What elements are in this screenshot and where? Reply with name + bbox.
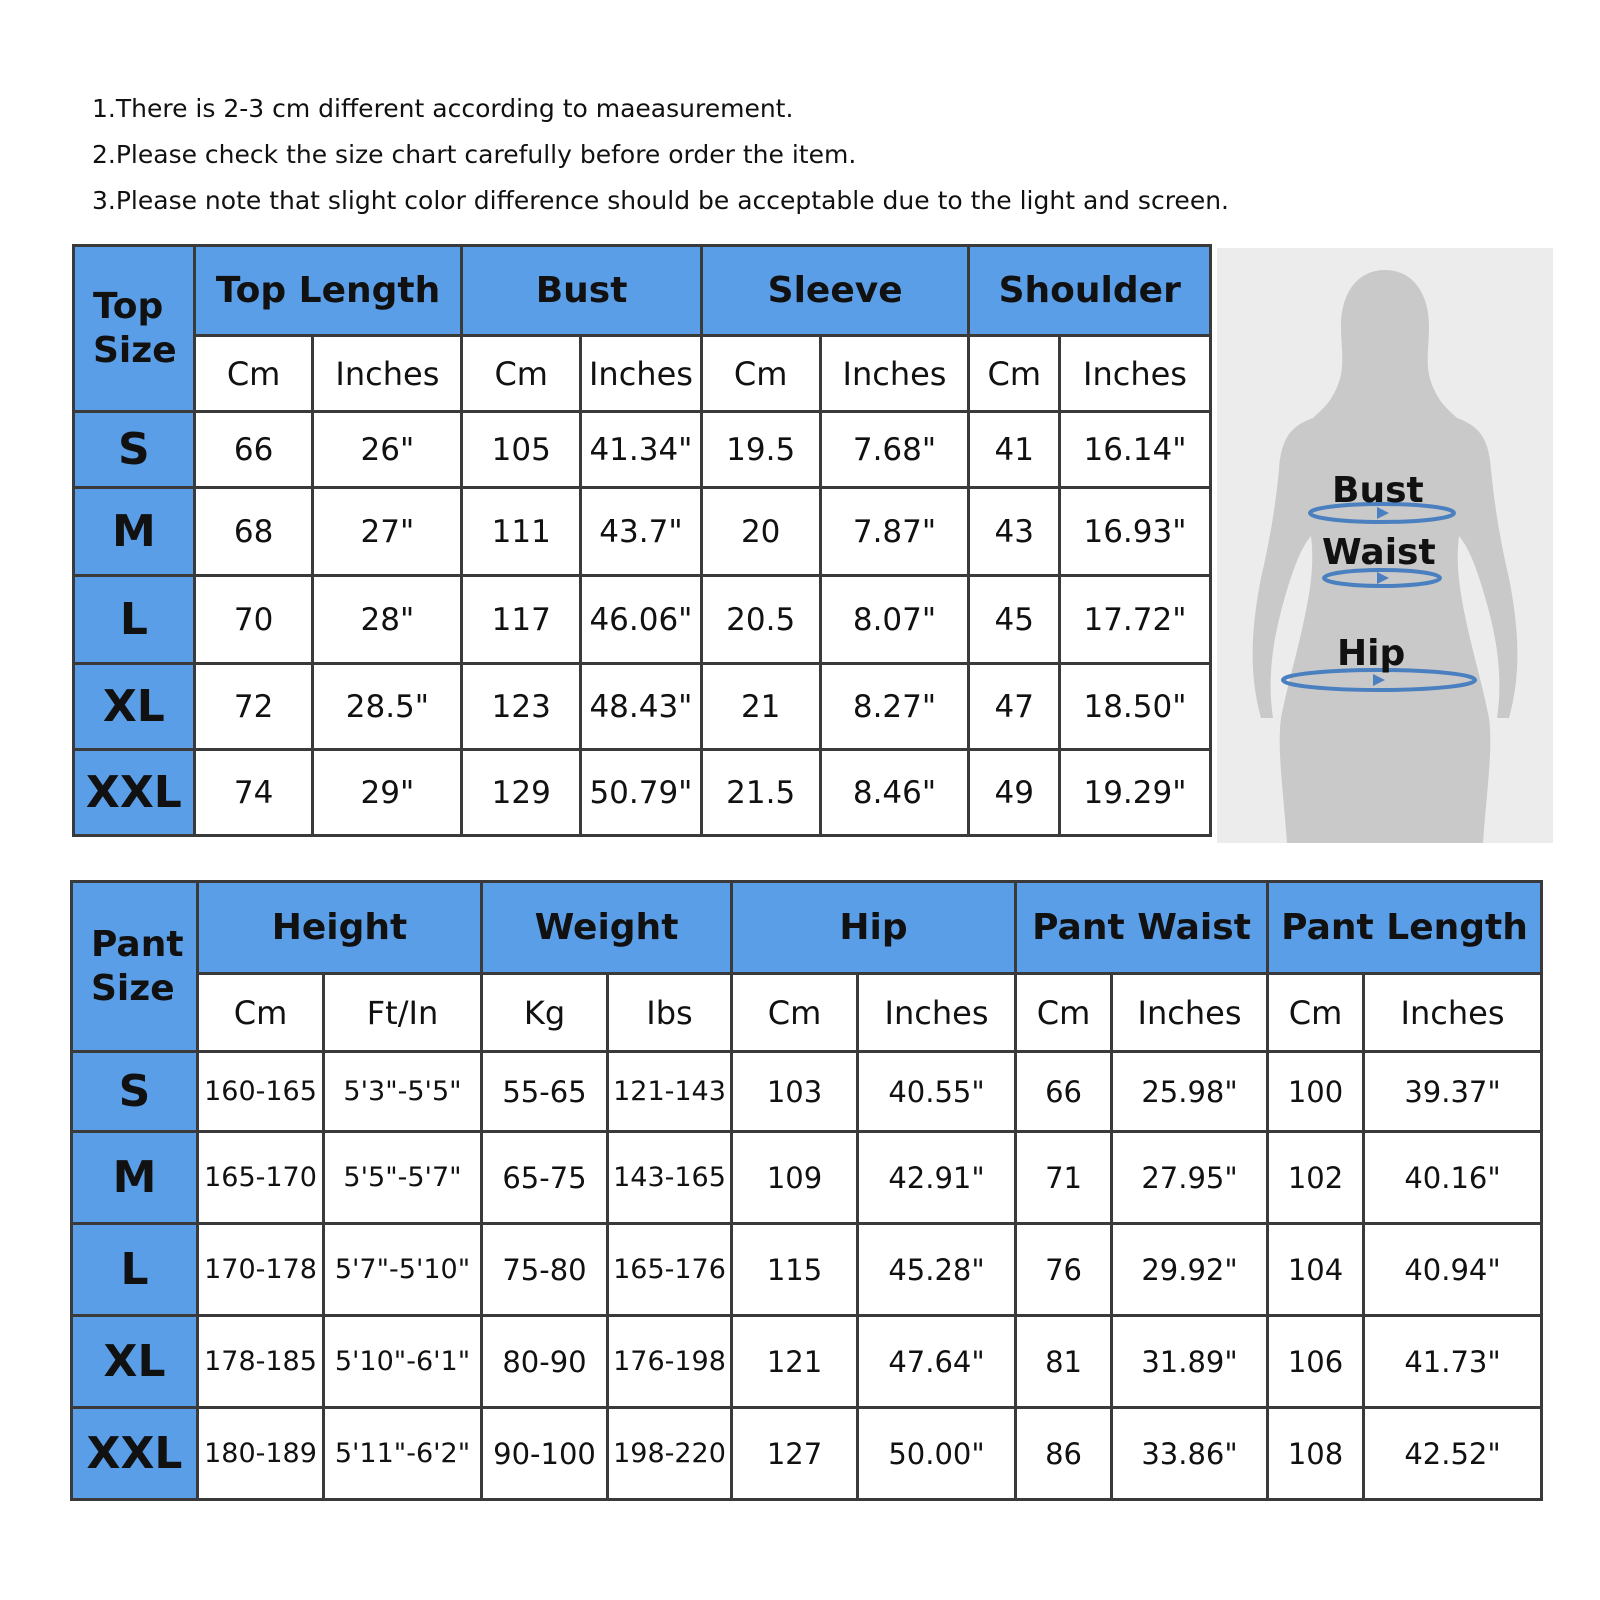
sub-header: Cm xyxy=(1268,974,1364,1052)
top-size-corner: Top Size xyxy=(74,246,195,412)
table-cell: 41 xyxy=(969,412,1060,488)
size-label: S xyxy=(74,412,195,488)
table-row xyxy=(72,1132,1542,1224)
table-cell: 31.89" xyxy=(1112,1316,1268,1408)
table-cell: 86 xyxy=(1016,1408,1112,1500)
table-cell: 42.91" xyxy=(858,1132,1016,1224)
table-cell: 50.00" xyxy=(858,1408,1016,1500)
table-cell: 40.16" xyxy=(1364,1132,1542,1224)
table-row xyxy=(72,1224,1542,1316)
table-cell: 160-165 xyxy=(198,1052,324,1132)
pant-size-table xyxy=(70,880,1543,1501)
table-cell: 5'10"-6'1" xyxy=(324,1316,482,1408)
table-cell: 7.68" xyxy=(820,412,969,488)
size-label: M xyxy=(72,1132,198,1224)
table-cell: 66 xyxy=(1016,1052,1112,1132)
pant-size-corner: Pant Size xyxy=(72,882,198,1052)
header-shoulder: Shoulder xyxy=(969,246,1211,336)
table-cell: 75-80 xyxy=(482,1224,608,1316)
table-cell: 16.14" xyxy=(1060,412,1211,488)
table-cell: 74 xyxy=(194,750,313,836)
table-cell: 20 xyxy=(701,488,820,576)
table-cell: 198-220 xyxy=(608,1408,732,1500)
table-cell: 43.7" xyxy=(581,488,702,576)
table-cell: 66 xyxy=(194,412,313,488)
table-cell: 45 xyxy=(969,576,1060,664)
table-cell: 111 xyxy=(462,488,581,576)
table-cell: 5'3"-5'5" xyxy=(324,1052,482,1132)
table-cell: 129 xyxy=(462,750,581,836)
table-cell: 29.92" xyxy=(1112,1224,1268,1316)
header-height: Height xyxy=(198,882,482,974)
table-cell: 27.95" xyxy=(1112,1132,1268,1224)
table-cell: 123 xyxy=(462,664,581,750)
table-cell: 55-65 xyxy=(482,1052,608,1132)
table-cell: 50.79" xyxy=(581,750,702,836)
header-top-length: Top Length xyxy=(194,246,462,336)
table-cell: 49 xyxy=(969,750,1060,836)
hip-label: Hip xyxy=(1337,633,1406,674)
header-pant-length: Pant Length xyxy=(1268,882,1542,974)
size-label: M xyxy=(74,488,195,576)
table-cell: 46.06" xyxy=(581,576,702,664)
table-cell: 72 xyxy=(194,664,313,750)
table-row xyxy=(72,1408,1542,1500)
table-cell: 16.93" xyxy=(1060,488,1211,576)
table-cell: 121-143 xyxy=(608,1052,732,1132)
table-cell: 28" xyxy=(313,576,462,664)
table-cell: 105 xyxy=(462,412,581,488)
sub-header: Inches xyxy=(313,336,462,412)
table-cell: 102 xyxy=(1268,1132,1364,1224)
table-cell: 165-170 xyxy=(198,1132,324,1224)
table-cell: 70 xyxy=(194,576,313,664)
size-label: L xyxy=(74,576,195,664)
table-cell: 165-176 xyxy=(608,1224,732,1316)
table-cell: 42.52" xyxy=(1364,1408,1542,1500)
sub-header: Inches xyxy=(858,974,1016,1052)
table-cell: 20.5 xyxy=(701,576,820,664)
size-label: S xyxy=(72,1052,198,1132)
table-cell: 100 xyxy=(1268,1052,1364,1132)
table-cell: 71 xyxy=(1016,1132,1112,1224)
sub-header: Kg xyxy=(482,974,608,1052)
table-cell: 176-198 xyxy=(608,1316,732,1408)
size-label: XXL xyxy=(74,750,195,836)
header-bust: Bust xyxy=(462,246,701,336)
header-hip: Hip xyxy=(732,882,1016,974)
waist-label: Waist xyxy=(1322,532,1436,573)
table-cell: 41.73" xyxy=(1364,1316,1542,1408)
note-1: 1.There is 2-3 cm different according to maeasurement. xyxy=(92,94,794,123)
table-cell: 178-185 xyxy=(198,1316,324,1408)
sub-header: Ibs xyxy=(608,974,732,1052)
table-cell: 109 xyxy=(732,1132,858,1224)
sub-header: Cm xyxy=(732,974,858,1052)
table-cell: 106 xyxy=(1268,1316,1364,1408)
table-cell: 115 xyxy=(732,1224,858,1316)
table-cell: 103 xyxy=(732,1052,858,1132)
top-size-table xyxy=(72,244,1212,837)
note-3: 3.Please note that slight color difference should be acceptable due to the light and screen. xyxy=(92,186,1229,215)
sub-header: Cm xyxy=(198,974,324,1052)
size-label: XL xyxy=(72,1316,198,1408)
sub-header: Cm xyxy=(701,336,820,412)
table-cell: 26" xyxy=(313,412,462,488)
table-cell: 17.72" xyxy=(1060,576,1211,664)
table-cell: 5'5"-5'7" xyxy=(324,1132,482,1224)
sub-header: Cm xyxy=(462,336,581,412)
table-cell: 33.86" xyxy=(1112,1408,1268,1500)
notes xyxy=(92,86,1392,224)
table-row xyxy=(74,488,1211,576)
table-cell: 8.46" xyxy=(820,750,969,836)
note-2: 2.Please check the size chart carefully before order the item. xyxy=(92,140,857,169)
table-cell: 170-178 xyxy=(198,1224,324,1316)
size-label: XXL xyxy=(72,1408,198,1500)
sub-header: Ft/In xyxy=(324,974,482,1052)
table-cell: 21 xyxy=(701,664,820,750)
table-cell: 117 xyxy=(462,576,581,664)
table-row xyxy=(74,412,1211,488)
table-row xyxy=(72,1316,1542,1408)
table-row xyxy=(72,1052,1542,1132)
table-cell: 121 xyxy=(732,1316,858,1408)
table-cell: 8.27" xyxy=(820,664,969,750)
table-cell: 40.55" xyxy=(858,1052,1016,1132)
table-cell: 127 xyxy=(732,1408,858,1500)
table-cell: 76 xyxy=(1016,1224,1112,1316)
table-cell: 8.07" xyxy=(820,576,969,664)
header-weight: Weight xyxy=(482,882,732,974)
table-cell: 5'11"-6'2" xyxy=(324,1408,482,1500)
sub-header: Inches xyxy=(820,336,969,412)
table-cell: 5'7"-5'10" xyxy=(324,1224,482,1316)
table-row xyxy=(74,664,1211,750)
table-cell: 143-165 xyxy=(608,1132,732,1224)
table-cell: 180-189 xyxy=(198,1408,324,1500)
sub-header: Inches xyxy=(581,336,702,412)
bust-label: Bust xyxy=(1332,470,1424,511)
table-row xyxy=(74,576,1211,664)
table-cell: 27" xyxy=(313,488,462,576)
table-cell: 19.5 xyxy=(701,412,820,488)
table-cell: 48.43" xyxy=(581,664,702,750)
table-cell: 104 xyxy=(1268,1224,1364,1316)
table-cell: 68 xyxy=(194,488,313,576)
table-cell: 25.98" xyxy=(1112,1052,1268,1132)
table-cell: 21.5 xyxy=(701,750,820,836)
size-label: L xyxy=(72,1224,198,1316)
table-cell: 80-90 xyxy=(482,1316,608,1408)
sub-header: Inches xyxy=(1364,974,1542,1052)
table-cell: 28.5" xyxy=(313,664,462,750)
table-cell: 45.28" xyxy=(858,1224,1016,1316)
table-cell: 108 xyxy=(1268,1408,1364,1500)
table-cell: 90-100 xyxy=(482,1408,608,1500)
header-sleeve: Sleeve xyxy=(701,246,969,336)
sub-header: Cm xyxy=(1016,974,1112,1052)
sub-header: Inches xyxy=(1112,974,1268,1052)
table-cell: 81 xyxy=(1016,1316,1112,1408)
table-cell: 47.64" xyxy=(858,1316,1016,1408)
table-cell: 29" xyxy=(313,750,462,836)
table-cell: 47 xyxy=(969,664,1060,750)
table-cell: 7.87" xyxy=(820,488,969,576)
table-cell: 40.94" xyxy=(1364,1224,1542,1316)
table-cell: 18.50" xyxy=(1060,664,1211,750)
table-cell: 39.37" xyxy=(1364,1052,1542,1132)
size-label: XL xyxy=(74,664,195,750)
table-row xyxy=(74,750,1211,836)
body-measurement-figure xyxy=(1217,248,1553,843)
sub-header: Cm xyxy=(194,336,313,412)
table-cell: 65-75 xyxy=(482,1132,608,1224)
sub-header: Inches xyxy=(1060,336,1211,412)
table-cell: 41.34" xyxy=(581,412,702,488)
sub-header: Cm xyxy=(969,336,1060,412)
table-cell: 19.29" xyxy=(1060,750,1211,836)
table-cell: 43 xyxy=(969,488,1060,576)
header-pant-waist: Pant Waist xyxy=(1016,882,1268,974)
